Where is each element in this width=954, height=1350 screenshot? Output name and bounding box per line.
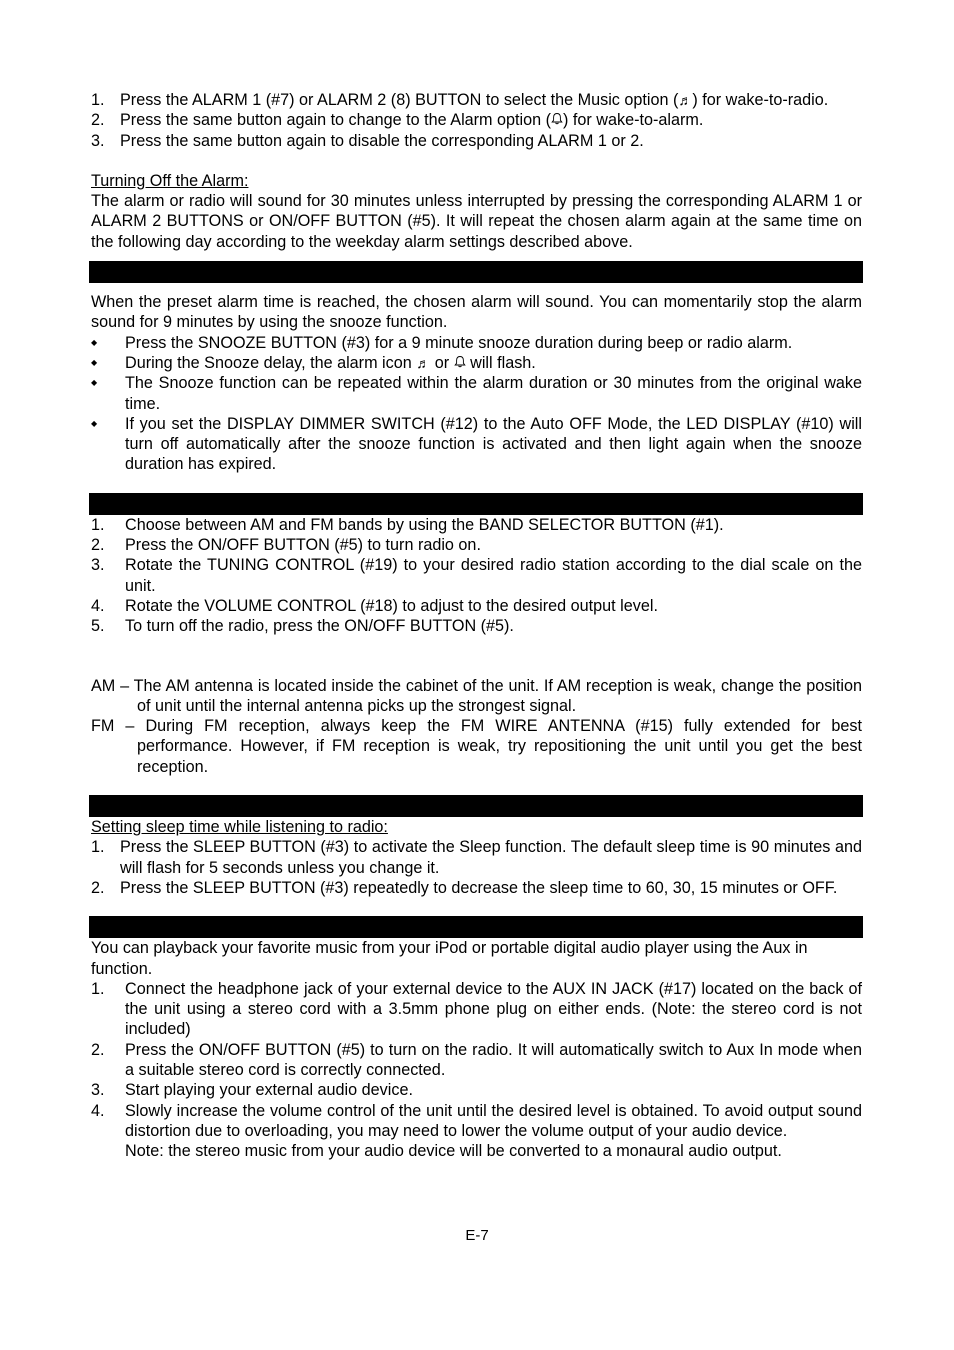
list-item: 3. Start playing your external audio device. — [91, 1081, 413, 1100]
list-item: ◆ If you set the DISPLAY DIMMER SWITCH (#12) to the Auto OFF Mode, the LED DISPLAY (#10) will turn off automatically after the snooze function is activated and then light again when the snooze duration has expired. — [91, 414, 862, 474]
section-header-bar-snooze — [89, 261, 863, 283]
list-item-note: Note: the stereo music from your audio device will be converted to a monaural audio output. — [125, 1142, 782, 1161]
bell-icon — [454, 355, 466, 370]
aux-list — [91, 979, 862, 1162]
list-item: 4. Rotate the VOLUME CONTROL (#18) to adjust to the desired output level. — [91, 596, 658, 615]
music-note-icon: ♬ — [416, 354, 431, 371]
fm-antenna-note: FM – During FM reception, always keep the FM WIRE ANTENNA (#15) fully extended for best performance. However, if FM reception is weak, try repositioning the unit until you get the best reception. — [91, 717, 862, 776]
sleep-list — [91, 837, 862, 898]
diamond-bullet-icon: ◆ — [91, 418, 98, 428]
bell-icon — [551, 112, 563, 127]
list-item: ◆ Press the SNOOZE BUTTON (#3) for a 9 minute snooze duration during beep or radio alarm. — [91, 333, 793, 352]
music-note-icon: ♬ — [678, 92, 693, 108]
paragraph: When the preset alarm time is reached, the chosen alarm will sound. You can momentarily stop the alarm sound for 9 minutes by using the snooze function. — [91, 293, 862, 332]
section-header-bar-radio — [89, 493, 863, 515]
list-item: 1. Press the ALARM 1 (#7) or ALARM 2 (8) BUTTON to select the Music option (♬) for wake-to-radio. — [91, 91, 829, 109]
section-header-bar-aux — [89, 916, 863, 938]
item-number: 2. — [91, 111, 105, 130]
item-number: 1. — [91, 91, 105, 109]
paragraph: The alarm or radio will sound for 30 minutes unless interrupted by pressing the corresponding ALARM 1 or ALARM 2 BUTTONS or ON/OFF BUTTON (#5). It will repeat the chosen alarm again at the same time on the following day according to the weekday alarm settings described above. — [91, 192, 862, 251]
snooze-bullet-list — [91, 333, 862, 475]
radio-list — [91, 515, 862, 637]
list-item: 2. Press the ON/OFF BUTTON (#5) to turn on the radio. It will automatically switch to Aux In mode when a suitable stereo cord is correctly connected. — [91, 1040, 862, 1079]
diamond-bullet-icon: ◆ — [91, 357, 98, 367]
manual-page — [91, 90, 862, 1161]
list-item: 2. Press the same button again to change to the Alarm option ( ) for wake-to-alarm. — [91, 111, 704, 130]
page-number: E-7 — [465, 1227, 489, 1244]
am-antenna-note: AM – The AM antenna is located inside the cabinet of the unit. If AM reception is weak, change the position of unit until the internal antenna picks up the strongest signal. — [91, 676, 862, 715]
section-subheading: Turning Off the Alarm: — [91, 171, 249, 190]
list-item: ◆ The Snooze function can be repeated within the alarm duration or 30 minutes from the original wake time. — [91, 374, 862, 413]
list-item: 1. Choose between AM and FM bands by using the BAND SELECTOR BUTTON (#1). — [91, 515, 724, 534]
section-subheading: Setting sleep time while listening to radio: — [91, 818, 388, 837]
list-item: 5. To turn off the radio, press the ON/OFF BUTTON (#5). — [91, 617, 514, 636]
diamond-bullet-icon: ◆ — [91, 378, 98, 388]
list-item: 2. Press the ON/OFF BUTTON (#5) to turn radio on. — [91, 536, 481, 555]
list-item: ◆ During the Snooze delay, the alarm icon ♬ or will flash. — [91, 353, 536, 372]
list-item: 2. Press the SLEEP BUTTON (#3) repeatedly to decrease the sleep time to 60, 30, 15 minutes or OFF. — [91, 878, 838, 897]
paragraph: You can playback your favorite music from your iPod or portable digital audio player using the Aux in function. — [91, 939, 808, 978]
list-item: 1. Connect the headphone jack of your external device to the AUX IN JACK (#17) located on the back of the unit using a stereo cord with a 3.5mm phone plug on either ends. (Note: the stereo cord is not included) — [91, 979, 862, 1039]
section-header-bar-sleep — [89, 795, 863, 817]
list-item: 3. Rotate the TUNING CONTROL (#19) to your desired radio station according to the dial scale on the unit. — [91, 556, 862, 595]
list-item: 3. Press the same button again to disable the corresponding ALARM 1 or 2. — [91, 131, 644, 150]
item-number: 3. — [91, 131, 105, 150]
diamond-bullet-icon: ◆ — [91, 337, 98, 347]
list-item: 4. Slowly increase the volume control of the unit until the desired level is obtained. To avoid output sound distortion due to overloading, you may need to lower the volume output of your audio device. — [91, 1101, 862, 1140]
alarm-mode-list — [91, 90, 862, 151]
list-item: 1. Press the SLEEP BUTTON (#3) to activate the Sleep function. The default sleep time is 90 minutes and will flash for 5 seconds unless you change it. — [91, 838, 862, 877]
